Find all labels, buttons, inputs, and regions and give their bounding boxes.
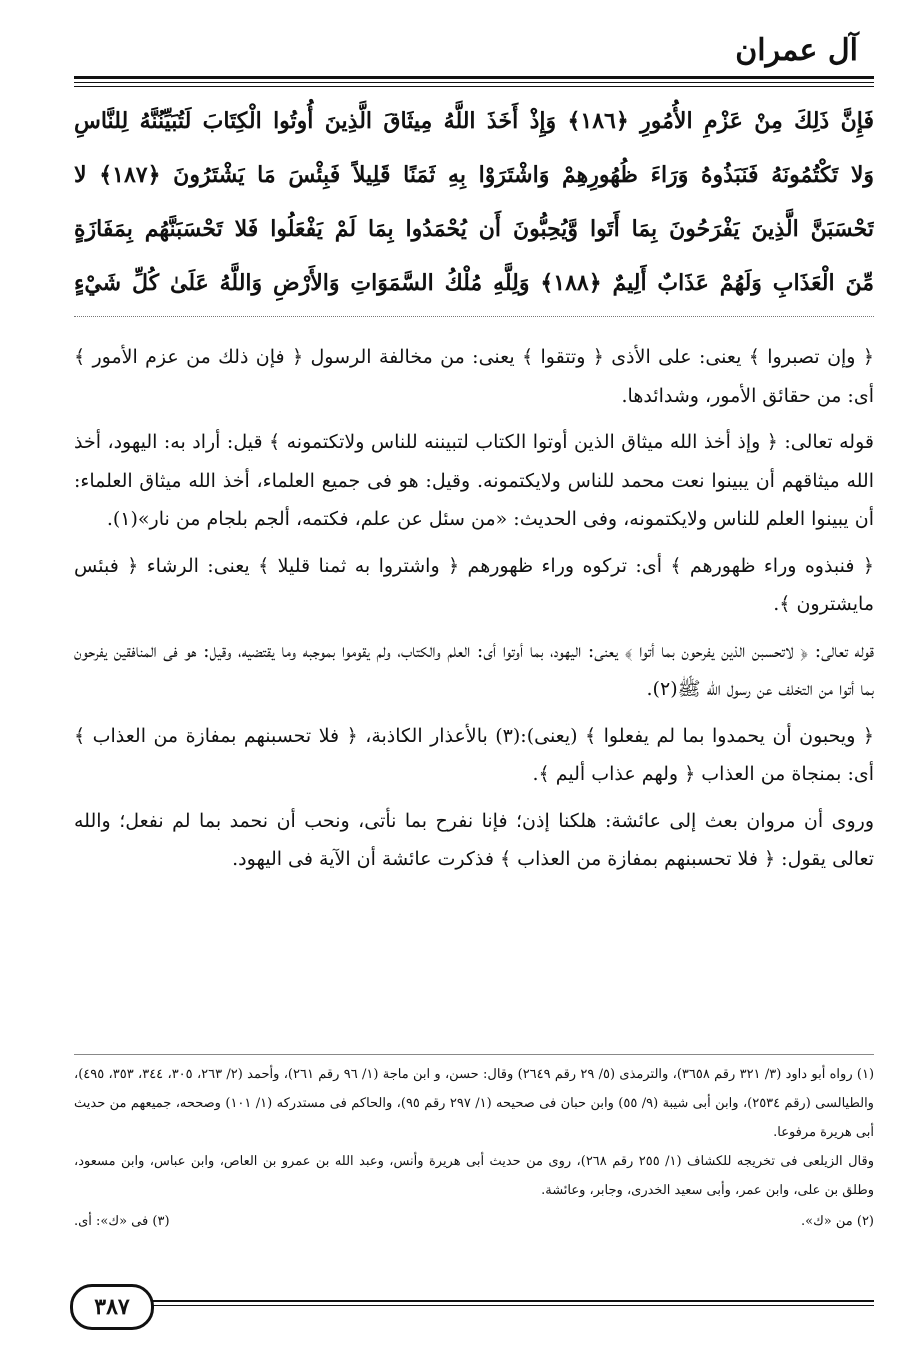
quran-line: فَإِنَّ ذَلِكَ مِنْ عَزْمِ الأُمُورِ ﴿١٨٦﴾ وَإِذْ أَخَذَ اللَّهُ مِيثَاقَ الَّذِينَ أُوتُوا الْكِتَابَ لَتُبَيِّنُنَّهُ لِلنَّاسِ xyxy=(74,108,874,134)
quran-line: مِّنَ الْعَذَابِ وَلَهُمْ عَذَابٌ أَلِيمٌ ﴿١٨٨﴾ وَلِلَّهِ مُلْكُ السَّمَوَاتِ وَالأَرْضِ وَاللَّهُ عَلَىٰ كُلِّ شَيْءٍ xyxy=(74,270,874,296)
footnotes-block xyxy=(74,1060,874,1236)
footer-rule-thick xyxy=(150,1300,874,1302)
commentary-paragraph: وروى أن مروان بعث إلى عائشة: هلكنا إذن؛ فإنا نفرح بما نأتى، ونحب أن نحمد بما لم نفعل؛ والله تعالى يقول: ﴿ فلا تحسبنهم بمفازة من العذاب ﴾ فذكرت عائشة أن الآية فى اليهود. xyxy=(74,809,874,870)
quran-verses-block xyxy=(74,94,874,310)
footnote-2: (٢) من «ك». xyxy=(800,1214,874,1229)
footnotes-short-row xyxy=(74,1207,874,1236)
header-rule-thick xyxy=(74,76,874,79)
commentary-body xyxy=(74,338,874,887)
footnote-3: (٣) فى «ك»: أى. xyxy=(74,1214,170,1229)
footnotes-separator xyxy=(74,1054,874,1055)
footnote-1-continued: وقال الزيلعى فى تخريجه للكشاف (١/ ٢٥٥ رقم ٢٦٨)، روى من حديث أبى هريرة وأنس، وعبد الله بن عمرو بن العاص، وابن عباس، وابن مسعود، وطلق بن على، وابن عمر، وأبى سعيد الخدرى، وجابر، وعائشة. xyxy=(74,1154,874,1198)
footnote-1: (١) رواه أبو داود (٣/ ٣٢١ رقم ٣٦٥٨)، والترمذى (٥/ ٢٩ رقم ٢٦٤٩) وقال: حسن، و ابن ماجة (١/ ٩٦ رقم ٢٦١)، وأحمد (٢/ ٢٦٣، ٣٠٥، ٣٤٤، ٣٥٣، ٤٩٥)، والطيالسى (رقم ٢٥٣٤)، وابن أبى شيبة (٩/ ٥٥) وابن حبان فى صحيحه (١/ ٢٩٧ رقم ٩٥)، والحاكم فى مستدركه (١/ ١٠١) وصححه، جميعهم من حديث أبى هريرة مرفوعا. xyxy=(74,1067,875,1140)
verses-separator xyxy=(74,316,874,317)
commentary-paragraph: قوله تعالى: ﴿ وإذ أخذ الله ميثاق الذين أوتوا الكتاب لتبيننه للناس ولاتكتمونه ﴾ قيل: أراد به: اليهود، أخذ الله ميثاقهم أن يبينوا نعت محمد للناس ولايكتمونه. وقيل: هو فى جميع العلماء، أخذ الله ميثاق العلماء: أن يبينوا العلم للناس ولايكتمونه، وفى الحديث: «من سئل عن علم، فكتمه، ألجم بلجام من نار»(١). xyxy=(74,431,874,530)
quran-line: تَحْسَبَنَّ الَّذِينَ يَفْرَحُونَ بِمَا أَتَوا وَّيُحِبُّونَ أَن يُحْمَدُوا بِمَا لَمْ يَفْعَلُوا فَلا تَحْسَبَنَّهُم بِمَفَازَةٍ xyxy=(74,216,874,242)
page-number-badge: ٣٨٧ xyxy=(70,1284,154,1330)
quran-line: وَلا تَكْتُمُونَهُ فَنَبَذُوهُ وَرَاءَ ظُهُورِهِمْ وَاشْتَرَوْا بِهِ ثَمَنًا قَلِيلاً فَبِئْسَ مَا يَشْتَرُونَ ﴿١٨٧﴾ لا xyxy=(74,162,874,188)
surah-header-title: آل عمران xyxy=(735,33,858,68)
header-rule-thin-2 xyxy=(74,86,874,87)
commentary-paragraph: ﴿ ويحبون أن يحمدوا بما لم يفعلوا ﴾ (يعنى):(٣) بالأعذار الكاذبة، ﴿ فلا تحسبنهم بمفازة من العذاب ﴾ أى: بمنجاة من العذاب ﴿ ولهم عذاب أليم ﴾. xyxy=(74,724,874,785)
header-rule-thin xyxy=(74,82,874,83)
commentary-paragraph: ﴿ فنبذوه وراء ظهورهم ﴾ أى: تركوه وراء ظهورهم ﴿ واشتروا به ثمنا قليلا ﴾ يعنى: الرشاء ﴿ فبئس مايشترون ﴾. xyxy=(74,554,874,615)
commentary-paragraph: ﴿ وإن تصبروا ﴾ يعنى: على الأذى ﴿ وتتقوا ﴾ يعنى: من مخالفة الرسول ﴿ فإن ذلك من عزم الأمور ﴾ أى: من حقائق الأمور، وشدائدها. xyxy=(74,346,874,407)
commentary-paragraph: قوله تعالى: ﴿ لاتحسبن الذين يفرحون بما أتوا ﴾ يعنى: اليهود، بما أوتوا أى: العلم والكتاب، ولم يقوموا بموجبه وما يقتضيه، وقيل: هو فى المنافقين يفرحون بما أتوا من التخلف عن رسول الله ﷺ(٢). xyxy=(74,639,874,700)
footer-rule-thin xyxy=(150,1305,874,1306)
